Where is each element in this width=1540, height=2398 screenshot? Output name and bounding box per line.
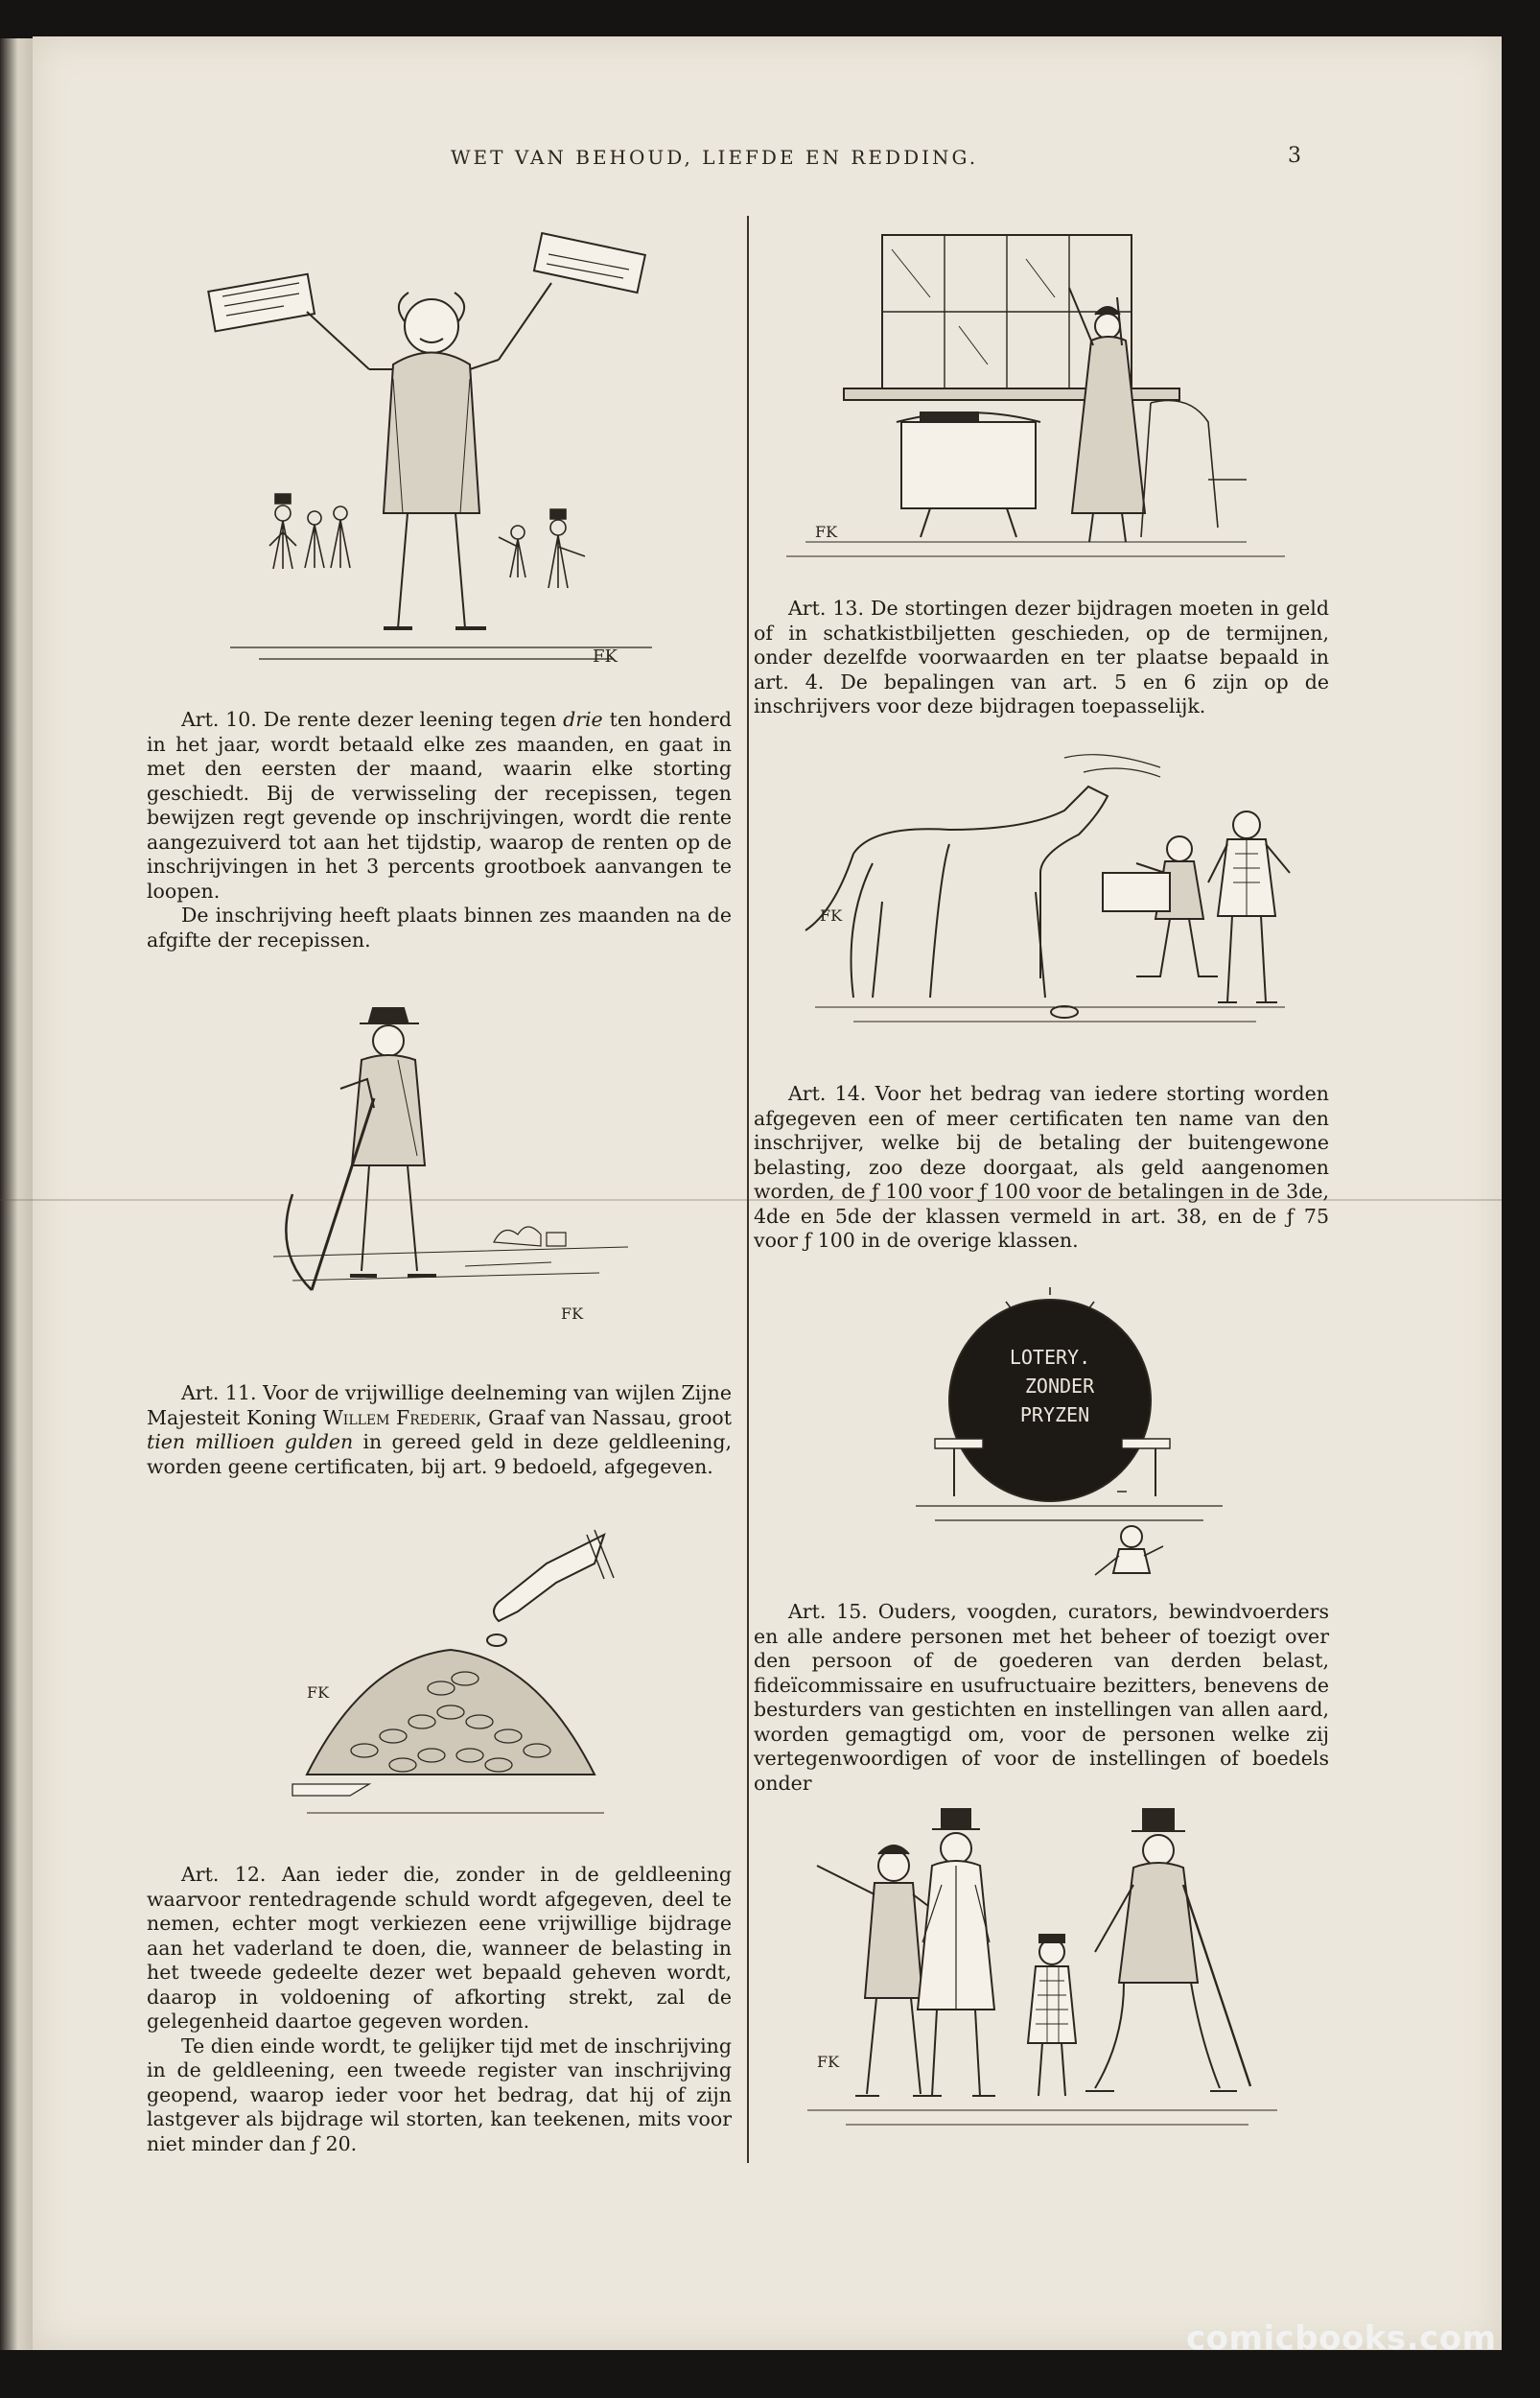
column-divider <box>747 216 749 2163</box>
page-number: 3 <box>1288 144 1301 168</box>
watermark: comicbooks.com <box>1186 2319 1497 2358</box>
running-title: WET VAN BEHOUD, LIEFDE EN REDDING. <box>451 146 979 169</box>
article-12-paragraph-2: Te dien einde wordt, te gelijker tijd met de inschrijving in de geldleening, een tweede register van inschrijving geopend, waarop ieder voor het bedrag, dat hij of zijn lastgever als bijdrage wil storten, kan teekenen, mits voor niet minder dan ƒ 20. <box>147 2034 732 2155</box>
svg-text:FK: FK <box>815 523 838 541</box>
illustration-woman-at-window <box>786 230 1295 561</box>
svg-text:FK: FK <box>307 1683 330 1702</box>
article-14: Art. 14. Voor het bedrag van iedere storting worden afgegeven een of meer certificaten ten name van den inschrijver, welke bij de betaling der buitengewone belasting, zoo deze doorgaat, als geld aangenomen worden, de ƒ 100 voor ƒ 100 voor de betalingen in de 3de, 4de en 5de der klassen vermeld in art. 38, en de ƒ 75 voor ƒ 100 in de overige klassen. <box>754 1082 1329 1252</box>
article-14-label: Art. 14. <box>788 1082 867 1105</box>
illustration-lottery-drum <box>916 1285 1232 1583</box>
illustration-man-waving-receipts <box>201 225 662 681</box>
svg-text:FK: FK <box>561 1305 584 1323</box>
article-12: Art. 12. Aan ieder die, zonder in de geldleening waarvoor rentedragende schuld wordt afgegeven, deel te nemen, echter mogt verkiezen eene vrijwillige bijdrage aan het vaderland te doen, die, wanneer de belasting in het tweede gedeelte dezer wet bepaald geheven wordt, daarop in voldoening of afkorting strekt, zal de gelegenheid daartoe gegeven worden. Te dien einde wordt, te gelijker tijd met de inschrijving in de geldleening, een tweede register van inschrijving geopend, waarop ieder voor het bedrag, dat hij of zijn lastgever als bijdrage wil storten, kan teekenen, mits voor niet minder dan ƒ 20. <box>147 1863 732 2155</box>
article-12-label: Art. 12. <box>181 1863 267 1886</box>
lottery-drum-text-line1: LOTERY. <box>1009 1346 1091 1369</box>
article-13-label: Art. 13. <box>788 597 864 620</box>
svg-text:FK: FK <box>593 647 618 667</box>
article-10-label: Art. 10. <box>181 708 257 731</box>
illustration-reaper-with-scythe <box>273 1002 638 1328</box>
article-11: Art. 11. Voor de vrijwillige deelneming van wijlen Zijne Majesteit Koning Willem Frederik, Graaf van Nassau, groot tien millioen gulden in gereed geld in deze geldleening, worden geene certificaten, bij art. 9 bedoeld, afgegeven. <box>147 1381 732 1478</box>
illustration-four-figures <box>788 1808 1296 2134</box>
illustration-hand-on-coin-heap <box>288 1525 623 1822</box>
lottery-drum-text-line2: ZONDER <box>1024 1375 1095 1398</box>
article-10: Art. 10. De rente dezer leening tegen drie ten honderd in het jaar, wordt betaald elke zes maanden, en gaat in met den eersten der maand, waarin elke storting geschiedt. Bij de verwisseling der recepissen, tegen bewijzen regt gevende op inschrijvingen, wordt die rente aangezuiverd tot aan het tijdstip, waarop de renten op de inschrijvingen in het 3 percents grootboek aanvangen te loopen. De inschrijving heeft plaats binnen zes maanden na de afgifte der recepissen. <box>147 708 733 952</box>
article-11-label: Art. 11. <box>181 1381 257 1404</box>
illustration-horse-and-boys <box>796 748 1304 1031</box>
article-15: Art. 15. Ouders, voogden, curators, bewindvoerders en alle andere personen met het beheer of toezigt over den persoon of de goederen van derden belast, fideïcommissaire en usufructuaire bezitters, benevens de besturders van gestichten en instellingen van allen aard, worden gemagtigd om, voor de personen welke zij vertegenwoordigen of voor de instellingen of boedels onder <box>754 1600 1329 1795</box>
svg-text:FK: FK <box>817 2053 840 2071</box>
article-10-paragraph-2: De inschrijving heeft plaats binnen zes maanden na de afgifte der recepissen. <box>147 904 732 952</box>
article-15-label: Art. 15. <box>788 1600 868 1623</box>
previous-page-edge <box>0 38 33 2350</box>
lottery-drum-text-line3: PRYZEN <box>1019 1403 1090 1426</box>
article-13: Art. 13. De stortingen dezer bijdragen moeten in geld of in schatkistbiljetten geschieden, op de termijnen, onder dezelfde voorwaarden en ter plaatse bepaald in art. 4. De bepalingen van art. 5 en 6 zijn op de inschrijvers voor deze bijdragen toepasselijk. <box>754 597 1329 717</box>
svg-text:FK: FK <box>820 906 843 925</box>
